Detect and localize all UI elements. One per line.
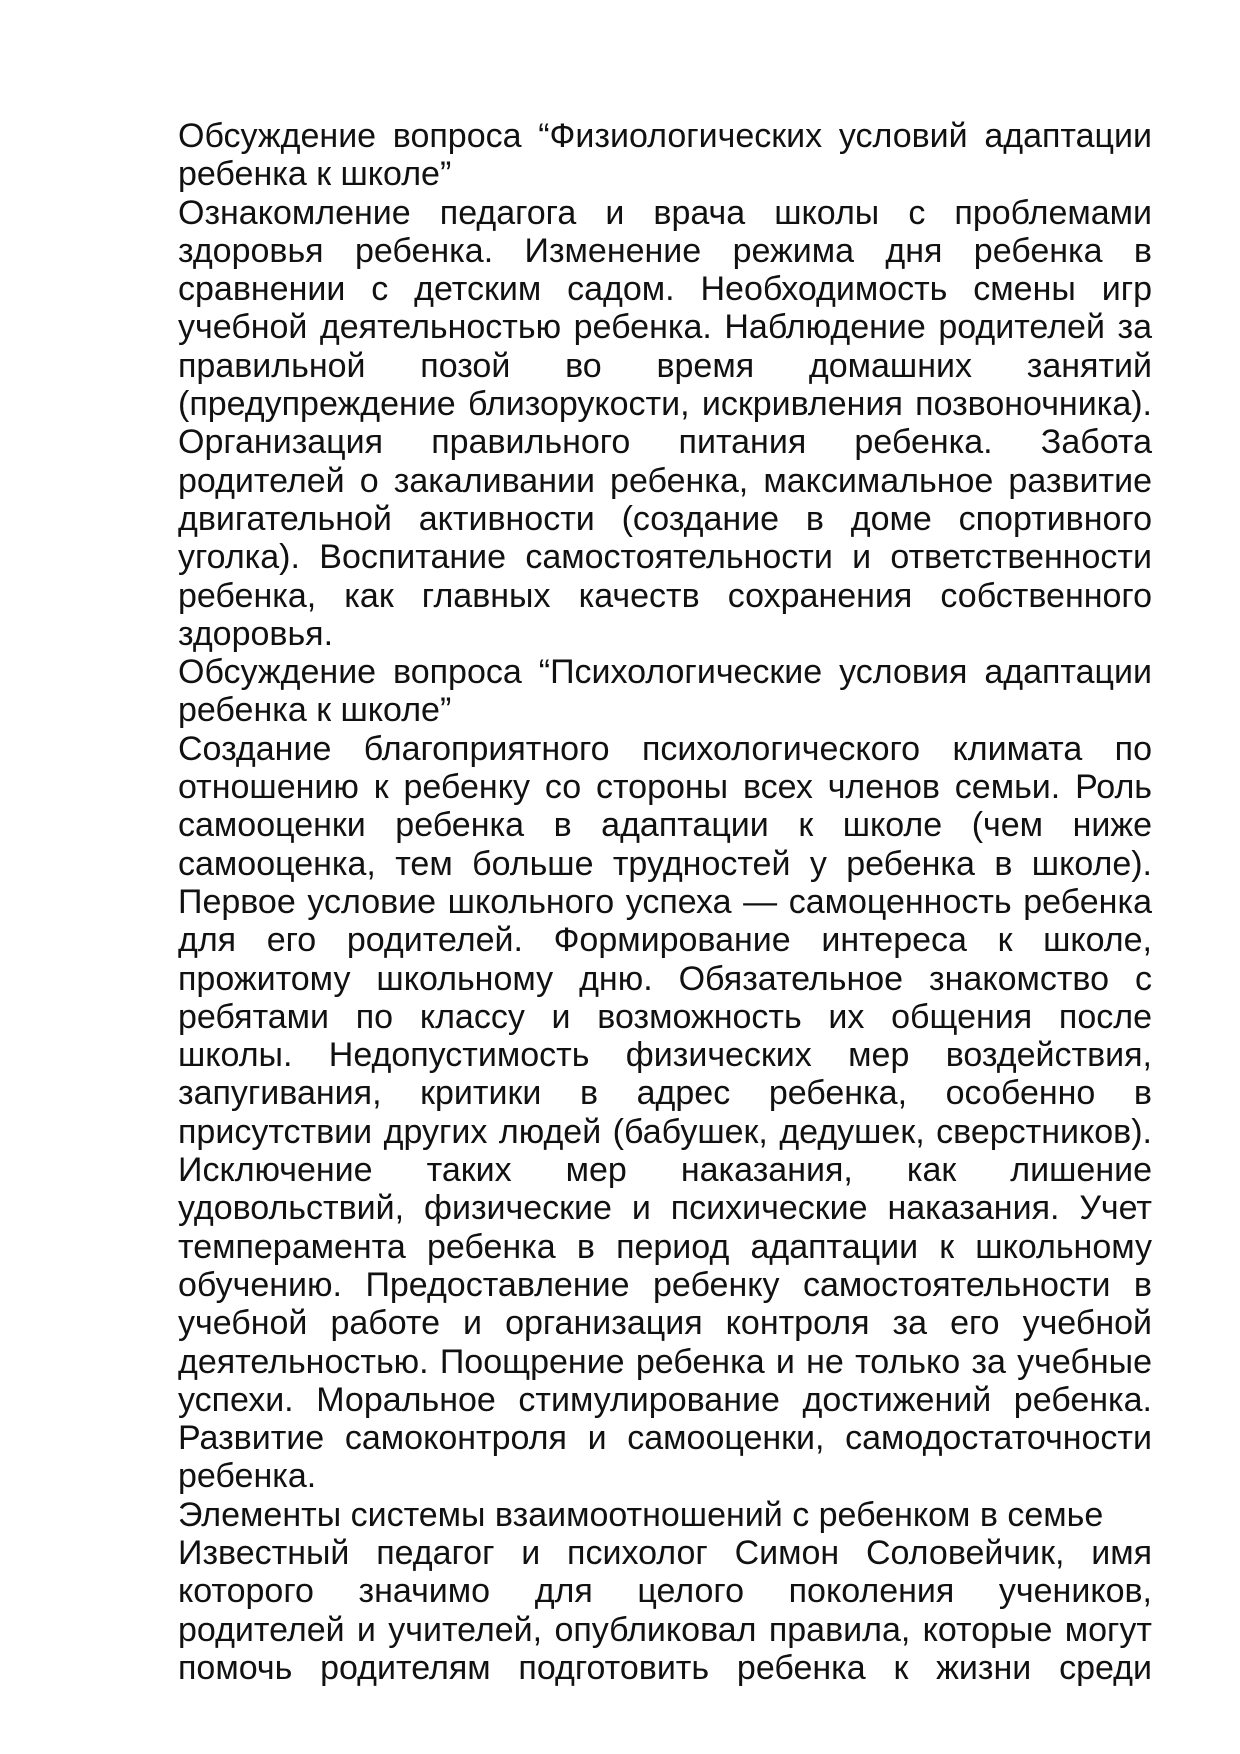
paragraph-physiological: Ознакомление педагога и врача школы с проблемами здоровья ребенка. Изменение режима дня ребенка в сравнении с детским садом. Необходимость смены игр учебной деятельностью ребенка. Наблюдение родителей за правильной позой во время домашних занятий (предупреждение близорукости, искривления позвоночника). Организация правильного питания ребенка. Забота родителей о закаливании ребенка, максимальное развитие двигательной активности (создание в доме спортивного уголка). Воспитание самостоятельности и ответственности ребенка, как главных качеств сохранения собственного здоровья. <box>178 193 1152 653</box>
heading-physiological: Обсуждение вопроса “Физиологических условий адаптации ребенка к школе” <box>178 117 1152 194</box>
paragraph-soloveichik: Известный педагог и психолог Симон Соловейчик, имя которого значимо для целого поколения учеников, родителей и учителей, опубликовал правила, которые могут помочь родителям подготовить ребенка к жизни среди <box>178 1533 1152 1687</box>
heading-family-relations: Элементы системы взаимоотношений с ребенком в семье <box>178 1495 1104 1534</box>
heading-psychological: Обсуждение вопроса “Психологические условия адаптации ребенка к школе” <box>178 653 1152 730</box>
paragraph-psychological: Создание благоприятного психологического климата по отношению к ребенку со стороны всех членов семьи. Роль самооценки ребенка в адаптации к школе (чем ниже самооценка, тем больше трудностей у ребенка в школе). Первое условие школьного успеха — самоценность ребенка для его родителей. Формирование интереса к школе, прожитому школьному дню. Обязательное знакомство с ребятами по классу и возможность их общения после школы. Недопустимость физических мер воздействия, запугивания, критики в адрес ребенка, особенно в присутствии других людей (бабушек, дедушек, сверстников). Исключение таких мер наказания, как лишение удовольствий, физические и психические наказания. Учет темперамента ребенка в период адаптации к школьному обучению. Предоставление ребенку самостоятельности в учебной работе и организация контроля за его учебной деятельностью. Поощрение ребенка и не только за учебные успехи. Моральное стимулирование достижений ребенка. Развитие самоконтроля и самооценки, самодостаточности ребенка. <box>178 729 1152 1496</box>
document-body <box>178 117 1152 1687</box>
